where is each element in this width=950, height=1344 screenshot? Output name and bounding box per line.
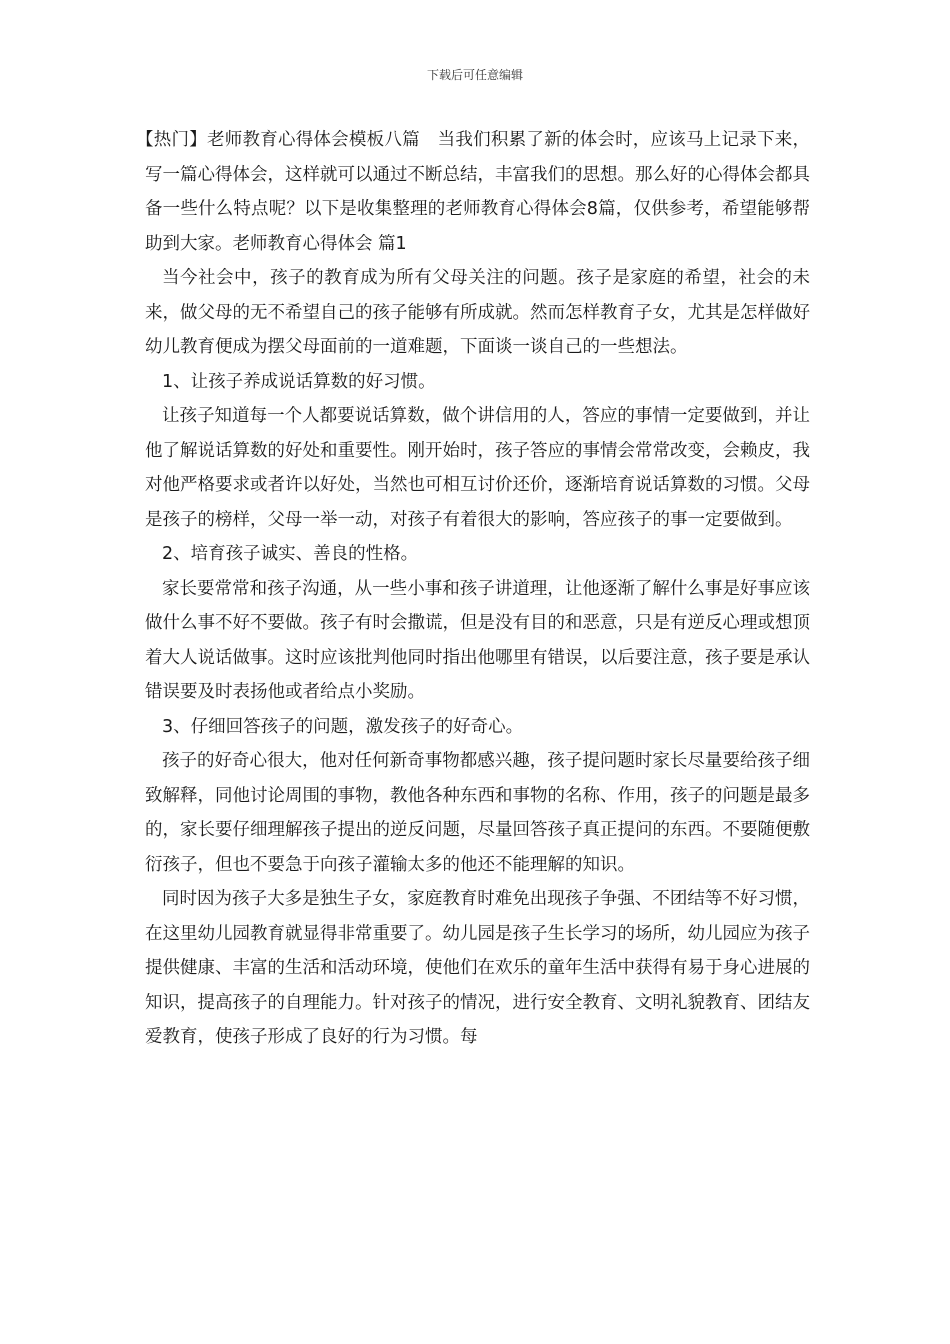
section-heading: 1、让孩子养成说话算数的好习惯。 bbox=[162, 371, 436, 392]
intro-paragraph: 【热门】老师教育心得体会模板八篇 当我们积累了新的体会时，应该马上记录下来，写一篇心得体会，这样就可以通过不断总结，丰富我们的思想。那么好的心得体会都具备一些什么特点呢？以下是收集整理的老师教育心得体会8篇，仅供参考，希望能够帮助到大家。老师教育心得体会 篇1 bbox=[136, 130, 810, 254]
body-paragraph: 家长要常常和孩子沟通，从一些小事和孩子讲道理，让他逐渐了解什么事是好事应该做什么事不好不要做。孩子有时会撒谎，但是没有目的和恶意，只是有逆反心理或想顶着大人说话做事。这时应该批判他同时指出他哪里有错误，以后要注意，孩子要是承认错误要及时表扬他或者给点小奖励。 bbox=[145, 578, 810, 702]
body-paragraph: 当今社会中，孩子的教育成为所有父母关注的问题。孩子是家庭的希望，社会的未来，做父母的无不希望自己的孩子能够有所成就。然而怎样教育子女，尤其是怎样做好幼儿教育便成为摆父母面前的一道难题，下面谈一谈自己的一些想法。 bbox=[145, 268, 810, 357]
body-paragraph: 同时因为孩子大多是独生子女，家庭教育时难免出现孩子争强、不团结等不好习惯，在这里幼儿园教育就显得非常重要了。幼儿园是孩子生长学习的场所，幼儿园应为孩子提供健康、丰富的生活和活动环境，使他们在欢乐的童年生活中获得有易于身心进展的知识，提高孩子的自理能力。针对孩子的情况，进行安全教育、文明礼貌教育、团结友爱教育，使孩子形成了良好的行为习惯。每 bbox=[145, 889, 810, 1047]
body-paragraph: 让孩子知道每一个人都要说话算数，做个讲信用的人，答应的事情一定要做到，并让他了解说话算数的好处和重要性。刚开始时，孩子答应的事情会常常改变，会赖皮，我对他严格要求或者许以好处，当然也可相互讨价还价，逐渐培育说话算数的习惯。父母是孩子的榜样，父母一举一动，对孩子有着很大的影响，答应孩子的事一定要做到。 bbox=[145, 406, 810, 530]
section-heading: 3、仔细回答孩子的问题，激发孩子的好奇心。 bbox=[162, 716, 524, 737]
body-paragraph: 孩子的好奇心很大，他对任何新奇事物都感兴趣，孩子提问题时家长尽量要给孩子细致解释，同他讨论周围的事物，教他各种东西和事物的名称、作用，孩子的问题是最多的，家长要仔细理解孩子提出的逆反问题，尽量回答孩子真正提问的东西。不要随便敷衍孩子，但也不要急于向孩子灌输太多的他还不能理解的知识。 bbox=[145, 751, 810, 875]
document-body bbox=[136, 123, 810, 1055]
page-header-note: 下载后可任意编辑 bbox=[426, 68, 523, 82]
section-heading: 2、培育孩子诚实、善良的性格。 bbox=[162, 544, 419, 564]
